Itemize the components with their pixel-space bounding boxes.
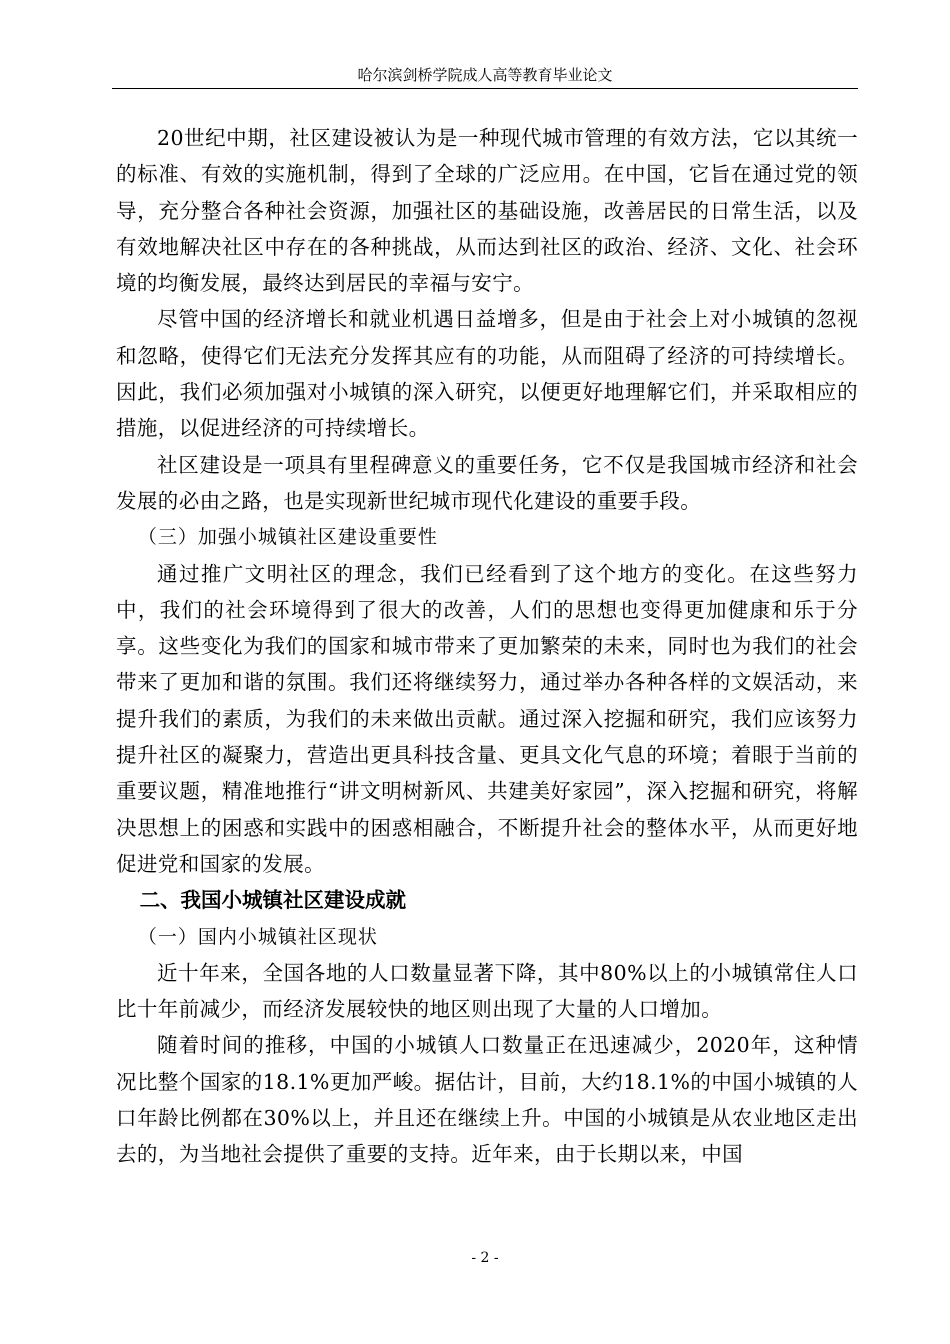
paragraph: 随着时间的推移，中国的小城镇人口数量正在迅速减少，2020年，这种情况比整个国家的18.1%更加严峻。据估计，目前，大约18.1%的中国小城镇的人口年龄比例都在30%以上，并且还在继续上升。中国的小城镇是从农业地区走出去的，为当地社会提供了重要的支持。近年来，由于长期以来，中国	[116, 1033, 858, 1167]
subsection-heading: （一）国内小城镇社区现状	[137, 925, 378, 948]
header-divider	[112, 88, 858, 89]
running-header: 哈尔滨剑桥学院成人高等教育毕业论文	[357, 66, 613, 84]
page-number: - 2 -	[471, 1250, 499, 1266]
paragraph: 近十年来，全国各地的人口数量显著下降，其中80%以上的小城镇常住人口比十年前减少，而经济发展较快的地区则出现了大量的人口增加。	[116, 960, 858, 1022]
paragraph: 20世纪中期，社区建设被认为是一种现代城市管理的有效方法，它以其统一的标准、有效的实施机制，得到了全球的广泛应用。在中国，它旨在通过党的领导，充分整合各种社会资源，加强社区的基础设施，改善居民的日常生活，以及有效地解决社区中存在的各种挑战，从而达到社区的政治、经济、文化、社会环境的均衡发展，最终达到居民的幸福与安宁。	[116, 126, 858, 296]
body-text	[116, 120, 858, 1173]
paragraph: 社区建设是一项具有里程碑意义的重要任务，它不仅是我国城市经济和社会发展的必由之路，也是实现新世纪城市现代化建设的重要手段。	[116, 452, 858, 513]
paragraph: 通过推广文明社区的理念，我们已经看到了这个地方的变化。在这些努力中，我们的社会环境得到了很大的改善，人们的思想也变得更加健康和乐于分享。这些变化为我们的国家和城市带来了更加繁荣的未来，同时也为我们的社会带来了更加和谐的氛围。我们还将继续努力，通过举办各种各样的文娱活动，来提升我们的素质，为我们的未来做出贡献。通过深入挖掘和研究，我们应该努力提升社区的凝聚力，营造出更具科技含量、更具文化气息的环境；着眼于当前的重要议题，精准地推行“讲文明树新风、共建美好家园”，深入挖掘和研究，将解决思想上的困惑和实践中的困惑相融合，不断提升社会的整体水平，从而更好地促进党和国家的发展。	[116, 561, 858, 876]
section-heading: 二、我国小城镇社区建设成就	[139, 888, 407, 913]
subsection-heading: （三）加强小城镇社区建设重要性	[137, 526, 438, 549]
paragraph: 尽管中国的经济增长和就业机遇日益增多，但是由于社会上对小城镇的忽视和忽略，使得它们无法充分发挥其应有的功能，从而阻碍了经济的可持续增长。因此，我们必须加强对小城镇的深入研究，以便更好地理解它们，并采取相应的措施，以促进经济的可持续增长。	[116, 307, 858, 441]
